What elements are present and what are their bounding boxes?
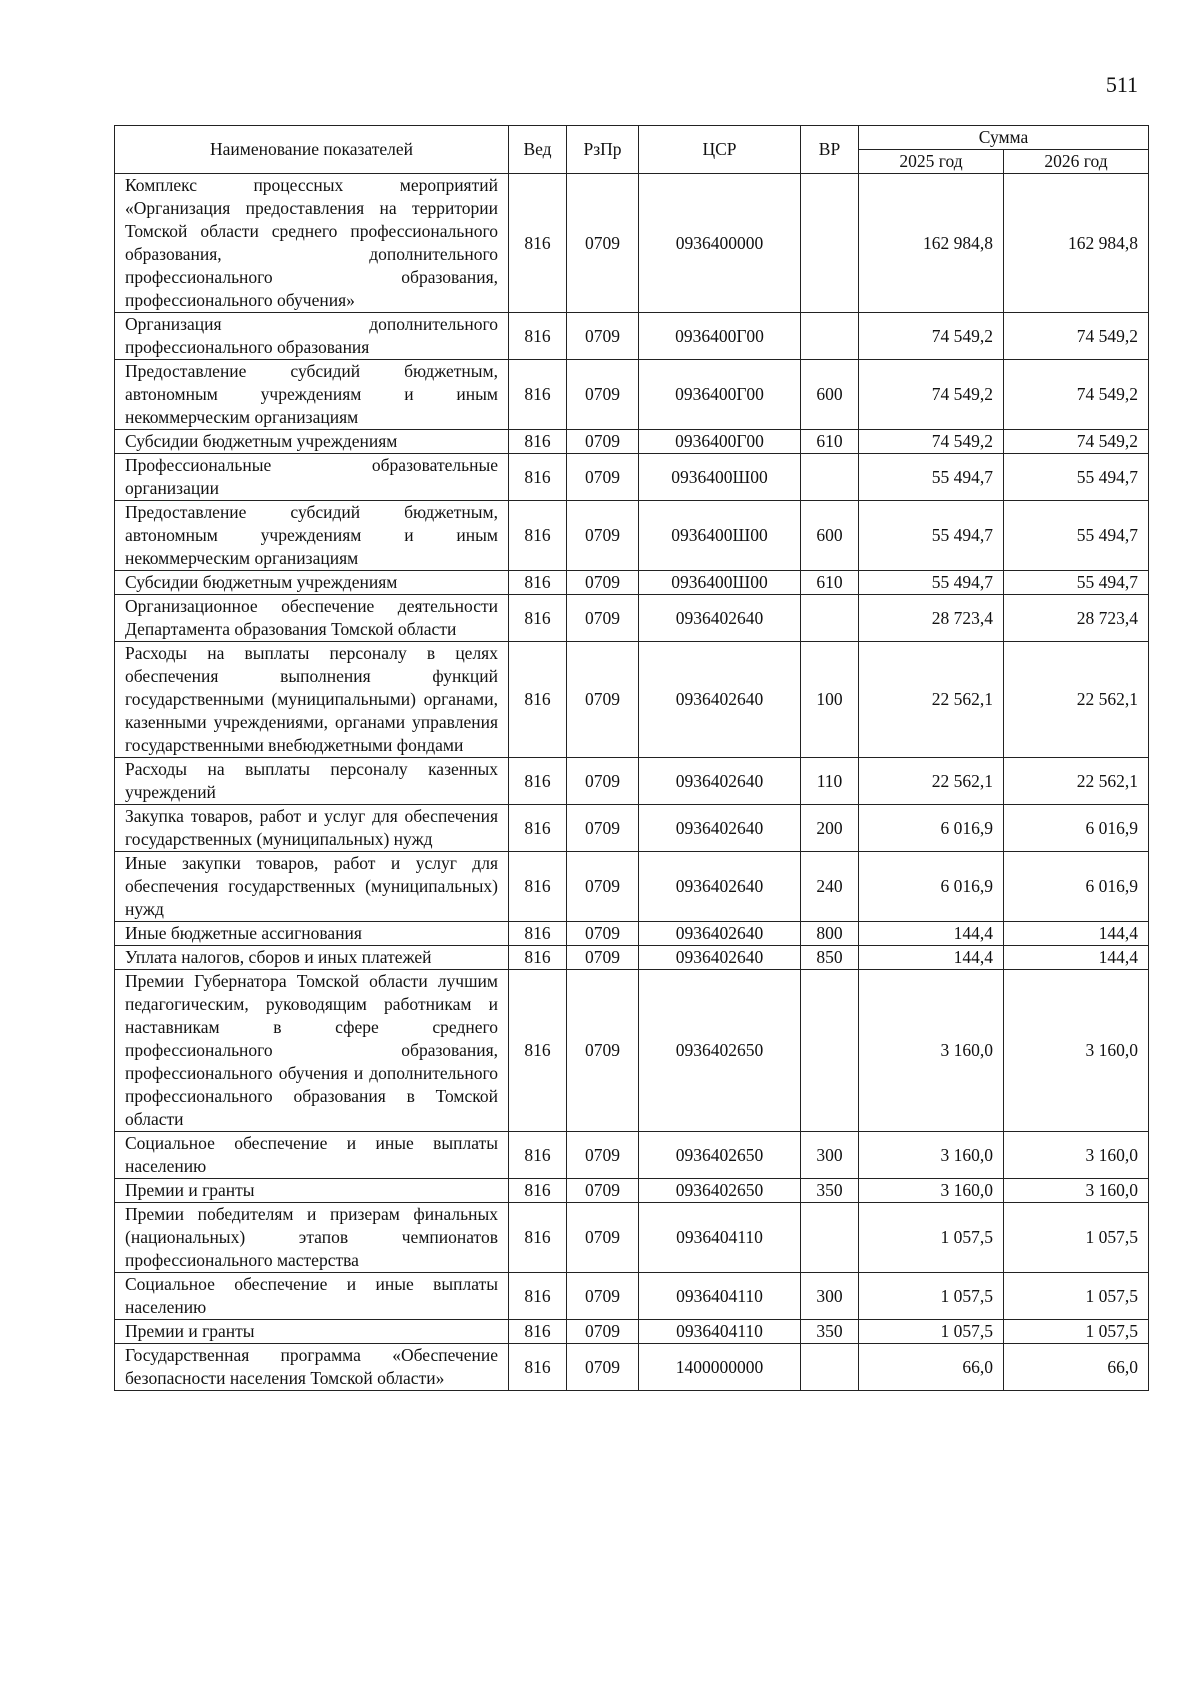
row-sum-2025: 74 549,2	[859, 430, 1004, 454]
row-ved: 816	[509, 595, 567, 642]
row-sum-2026: 28 723,4	[1004, 595, 1149, 642]
row-ved: 816	[509, 174, 567, 313]
row-sum-2026: 162 984,8	[1004, 174, 1149, 313]
row-name: Организация дополнительного профессионального образования	[115, 313, 509, 360]
row-name: Премии и гранты	[115, 1179, 509, 1203]
row-name: Иные закупки товаров, работ и услуг для обеспечения государственных (муниципальных) нужд	[115, 852, 509, 922]
row-sum-2025: 28 723,4	[859, 595, 1004, 642]
row-rzpr: 0709	[567, 758, 639, 805]
row-name: Уплата налогов, сборов и иных платежей	[115, 946, 509, 970]
row-sum-2026: 22 562,1	[1004, 642, 1149, 758]
row-sum-2026: 74 549,2	[1004, 430, 1149, 454]
table-row	[115, 946, 1149, 970]
row-name: Социальное обеспечение и иные выплаты населению	[115, 1132, 509, 1179]
row-sum-2026: 3 160,0	[1004, 970, 1149, 1132]
header-sum: Сумма	[859, 126, 1149, 150]
row-ved: 816	[509, 922, 567, 946]
row-rzpr: 0709	[567, 571, 639, 595]
row-rzpr: 0709	[567, 313, 639, 360]
row-vr: 100	[801, 642, 859, 758]
row-rzpr: 0709	[567, 501, 639, 571]
row-csr: 0936402640	[639, 922, 801, 946]
row-sum-2026: 6 016,9	[1004, 805, 1149, 852]
row-vr: 610	[801, 571, 859, 595]
row-rzpr: 0709	[567, 852, 639, 922]
header-year-2026: 2026 год	[1004, 150, 1149, 174]
row-csr: 0936400Г00	[639, 360, 801, 430]
row-sum-2025: 22 562,1	[859, 758, 1004, 805]
header-csr: ЦСР	[639, 126, 801, 174]
row-name: Субсидии бюджетным учреждениям	[115, 430, 509, 454]
row-csr: 0936402650	[639, 1179, 801, 1203]
row-sum-2025: 66,0	[859, 1344, 1004, 1391]
table-row	[115, 805, 1149, 852]
table-row	[115, 1320, 1149, 1344]
row-ved: 816	[509, 454, 567, 501]
row-rzpr: 0709	[567, 1132, 639, 1179]
row-name: Расходы на выплаты персоналу казенных учреждений	[115, 758, 509, 805]
row-rzpr: 0709	[567, 642, 639, 758]
row-csr: 0936400Ш00	[639, 501, 801, 571]
page-number: 511	[1105, 72, 1138, 97]
row-sum-2026: 6 016,9	[1004, 852, 1149, 922]
row-csr: 0936402640	[639, 595, 801, 642]
row-vr	[801, 1203, 859, 1273]
table-row	[115, 595, 1149, 642]
row-sum-2026: 55 494,7	[1004, 454, 1149, 501]
row-sum-2026: 74 549,2	[1004, 360, 1149, 430]
row-csr: 0936402640	[639, 946, 801, 970]
row-ved: 816	[509, 571, 567, 595]
row-vr: 600	[801, 501, 859, 571]
row-ved: 816	[509, 313, 567, 360]
row-vr: 600	[801, 360, 859, 430]
row-sum-2026: 144,4	[1004, 922, 1149, 946]
row-name: Организационное обеспечение деятельности Департамента образования Томской области	[115, 595, 509, 642]
row-rzpr: 0709	[567, 360, 639, 430]
row-sum-2025: 162 984,8	[859, 174, 1004, 313]
row-sum-2026: 3 160,0	[1004, 1179, 1149, 1203]
row-ved: 816	[509, 360, 567, 430]
row-sum-2026: 144,4	[1004, 946, 1149, 970]
table-row	[115, 1179, 1149, 1203]
row-ved: 816	[509, 1344, 567, 1391]
row-csr: 0936404110	[639, 1320, 801, 1344]
row-vr	[801, 454, 859, 501]
table-row	[115, 571, 1149, 595]
row-csr: 0936400Ш00	[639, 571, 801, 595]
row-name: Премии Губернатора Томской области лучшим педагогическим, руководящим работникам и наставникам в сфере среднего профессионального образования, профессионального обучения и дополнительного профессионального образования в Томской области	[115, 970, 509, 1132]
row-name: Расходы на выплаты персоналу в целях обеспечения выполнения функций государственными (муниципальными) органами, казенными учреждениями, органами управления государственными внебюджетными фондами	[115, 642, 509, 758]
row-sum-2025: 1 057,5	[859, 1203, 1004, 1273]
row-vr: 300	[801, 1132, 859, 1179]
table-row	[115, 313, 1149, 360]
table-row	[115, 454, 1149, 501]
table-body	[115, 174, 1149, 1391]
row-sum-2025: 74 549,2	[859, 360, 1004, 430]
row-name: Закупка товаров, работ и услуг для обеспечения государственных (муниципальных) нужд	[115, 805, 509, 852]
header-ved: Вед	[509, 126, 567, 174]
table-row	[115, 852, 1149, 922]
header-name: Наименование показателей	[115, 126, 509, 174]
row-vr: 850	[801, 946, 859, 970]
row-rzpr: 0709	[567, 1203, 639, 1273]
row-ved: 816	[509, 852, 567, 922]
row-sum-2026: 55 494,7	[1004, 501, 1149, 571]
row-csr: 0936400Ш00	[639, 454, 801, 501]
table-header	[115, 126, 1149, 174]
table-row	[115, 174, 1149, 313]
row-sum-2025: 55 494,7	[859, 501, 1004, 571]
row-vr: 200	[801, 805, 859, 852]
row-sum-2025: 3 160,0	[859, 1179, 1004, 1203]
row-ved: 816	[509, 1273, 567, 1320]
row-vr: 350	[801, 1320, 859, 1344]
row-csr: 0936404110	[639, 1273, 801, 1320]
row-name: Профессиональные образовательные организации	[115, 454, 509, 501]
row-rzpr: 0709	[567, 1344, 639, 1391]
table-row	[115, 1203, 1149, 1273]
row-sum-2025: 3 160,0	[859, 1132, 1004, 1179]
row-name: Государственная программа «Обеспечение безопасности населения Томской области»	[115, 1344, 509, 1391]
header-rzpr: РзПр	[567, 126, 639, 174]
row-sum-2025: 74 549,2	[859, 313, 1004, 360]
row-sum-2026: 66,0	[1004, 1344, 1149, 1391]
row-rzpr: 0709	[567, 1179, 639, 1203]
row-rzpr: 0709	[567, 454, 639, 501]
row-ved: 816	[509, 642, 567, 758]
row-csr: 0936402640	[639, 805, 801, 852]
row-csr: 0936402650	[639, 1132, 801, 1179]
row-sum-2025: 55 494,7	[859, 454, 1004, 501]
table-row	[115, 642, 1149, 758]
row-vr	[801, 1344, 859, 1391]
row-name: Предоставление субсидий бюджетным, автономным учреждениям и иным некоммерческим организациям	[115, 501, 509, 571]
row-rzpr: 0709	[567, 174, 639, 313]
row-sum-2025: 144,4	[859, 946, 1004, 970]
table-row	[115, 501, 1149, 571]
row-sum-2026: 1 057,5	[1004, 1273, 1149, 1320]
row-rzpr: 0709	[567, 1273, 639, 1320]
row-csr: 0936400Г00	[639, 313, 801, 360]
row-sum-2025: 22 562,1	[859, 642, 1004, 758]
row-name: Премии и гранты	[115, 1320, 509, 1344]
row-sum-2026: 1 057,5	[1004, 1203, 1149, 1273]
row-sum-2025: 1 057,5	[859, 1273, 1004, 1320]
row-rzpr: 0709	[567, 922, 639, 946]
row-ved: 816	[509, 1179, 567, 1203]
row-csr: 1400000000	[639, 1344, 801, 1391]
row-name: Премии победителям и призерам финальных (национальных) этапов чемпионатов профессионального мастерства	[115, 1203, 509, 1273]
row-name: Комплекс процессных мероприятий «Организация предоставления на территории Томской области среднего профессионального образования, дополнительного профессионального образования, профессионального обучения»	[115, 174, 509, 313]
table-row	[115, 970, 1149, 1132]
header-vr: ВР	[801, 126, 859, 174]
table-row	[115, 758, 1149, 805]
row-name: Социальное обеспечение и иные выплаты населению	[115, 1273, 509, 1320]
table-row	[115, 1273, 1149, 1320]
row-sum-2025: 144,4	[859, 922, 1004, 946]
row-name: Иные бюджетные ассигнования	[115, 922, 509, 946]
row-csr: 0936404110	[639, 1203, 801, 1273]
row-sum-2026: 3 160,0	[1004, 1132, 1149, 1179]
row-sum-2025: 1 057,5	[859, 1320, 1004, 1344]
row-sum-2025: 6 016,9	[859, 805, 1004, 852]
row-sum-2025: 3 160,0	[859, 970, 1004, 1132]
row-sum-2026: 1 057,5	[1004, 1320, 1149, 1344]
row-vr	[801, 313, 859, 360]
table-row	[115, 1344, 1149, 1391]
table-row	[115, 360, 1149, 430]
row-rzpr: 0709	[567, 430, 639, 454]
row-csr: 0936400000	[639, 174, 801, 313]
row-csr: 0936402640	[639, 758, 801, 805]
row-ved: 816	[509, 501, 567, 571]
row-sum-2025: 55 494,7	[859, 571, 1004, 595]
table-row	[115, 1132, 1149, 1179]
row-rzpr: 0709	[567, 970, 639, 1132]
row-vr: 800	[801, 922, 859, 946]
row-csr: 0936402640	[639, 642, 801, 758]
row-ved: 816	[509, 946, 567, 970]
row-sum-2026: 74 549,2	[1004, 313, 1149, 360]
row-sum-2026: 55 494,7	[1004, 571, 1149, 595]
row-ved: 816	[509, 1132, 567, 1179]
row-vr: 110	[801, 758, 859, 805]
table-row	[115, 430, 1149, 454]
row-vr: 610	[801, 430, 859, 454]
row-ved: 816	[509, 430, 567, 454]
row-vr: 350	[801, 1179, 859, 1203]
row-ved: 816	[509, 805, 567, 852]
row-vr	[801, 174, 859, 313]
budget-table	[114, 125, 1149, 1391]
header-year-2025: 2025 год	[859, 150, 1004, 174]
row-vr	[801, 970, 859, 1132]
row-name: Предоставление субсидий бюджетным, автономным учреждениям и иным некоммерческим организациям	[115, 360, 509, 430]
row-vr: 300	[801, 1273, 859, 1320]
row-sum-2026: 22 562,1	[1004, 758, 1149, 805]
row-ved: 816	[509, 1203, 567, 1273]
row-sum-2025: 6 016,9	[859, 852, 1004, 922]
row-rzpr: 0709	[567, 595, 639, 642]
table-row	[115, 922, 1149, 946]
row-ved: 816	[509, 758, 567, 805]
row-csr: 0936402650	[639, 970, 801, 1132]
row-ved: 816	[509, 1320, 567, 1344]
row-csr: 0936402640	[639, 852, 801, 922]
row-vr: 240	[801, 852, 859, 922]
row-rzpr: 0709	[567, 946, 639, 970]
row-name: Субсидии бюджетным учреждениям	[115, 571, 509, 595]
row-csr: 0936400Г00	[639, 430, 801, 454]
row-vr	[801, 595, 859, 642]
row-rzpr: 0709	[567, 805, 639, 852]
row-ved: 816	[509, 970, 567, 1132]
row-rzpr: 0709	[567, 1320, 639, 1344]
